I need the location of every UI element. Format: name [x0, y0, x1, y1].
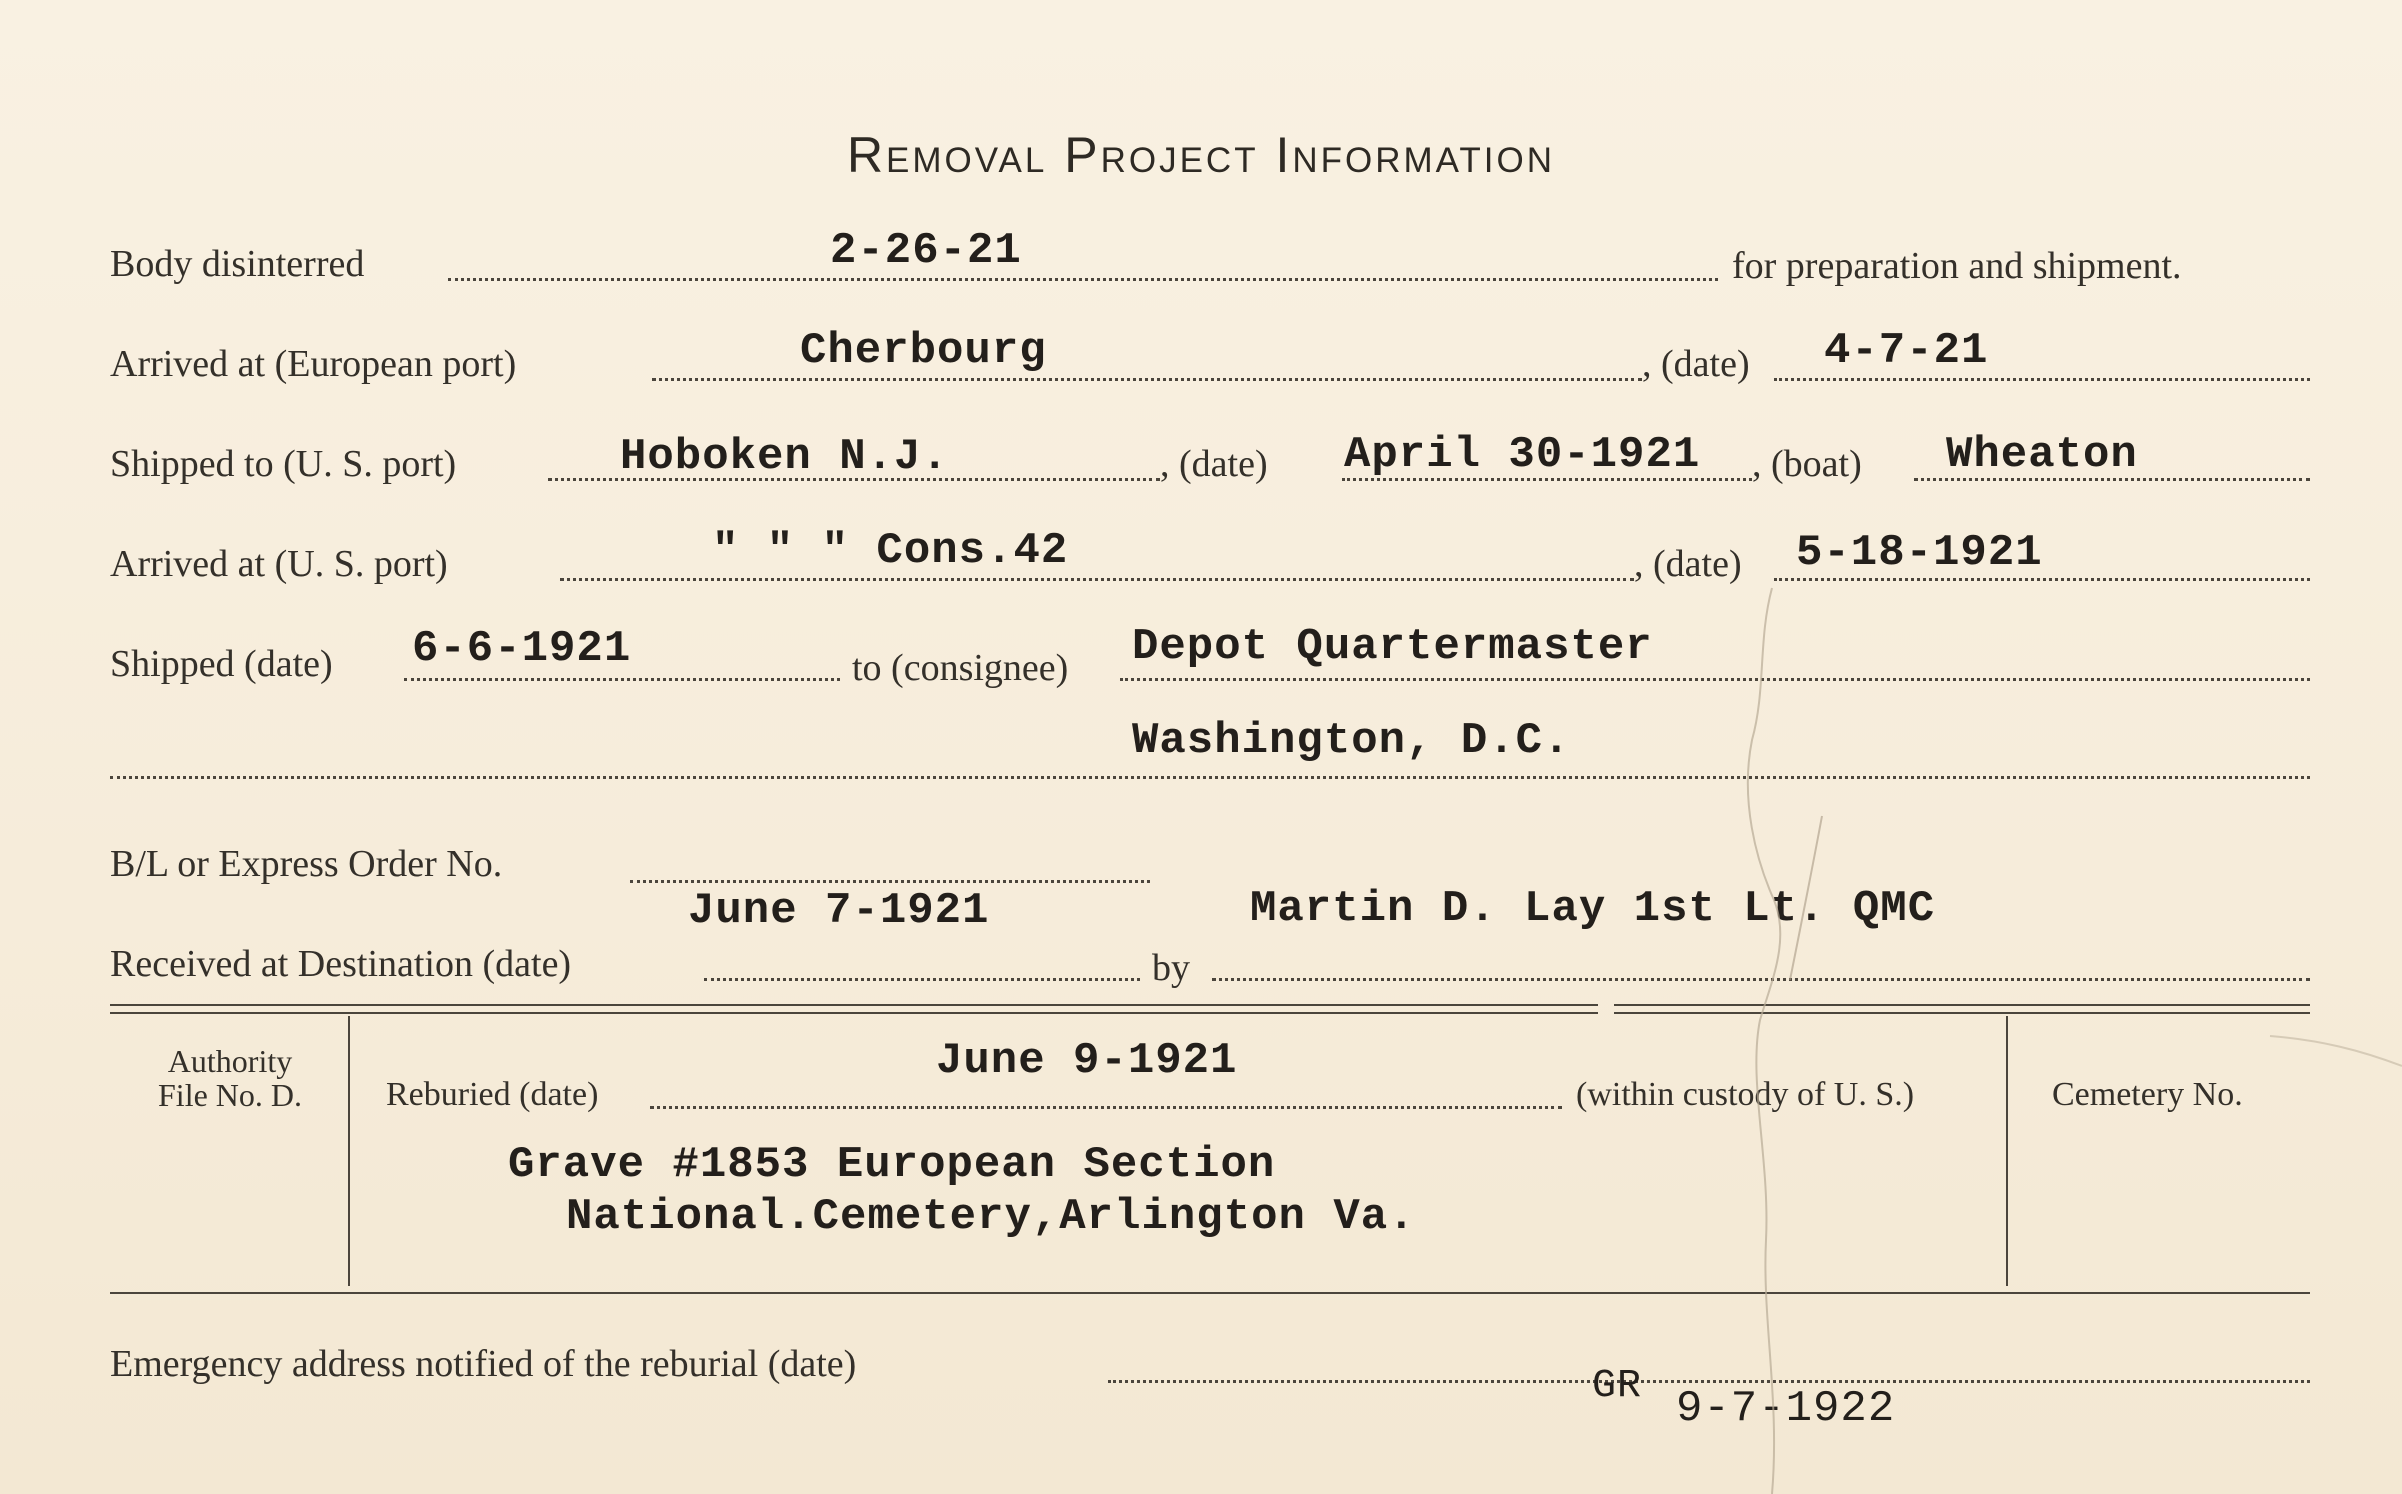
value-grave-line2: National.Cemetery,Arlington Va. — [566, 1192, 1416, 1242]
label-emergency: Emergency address notified of the reburial (date) — [110, 1343, 857, 1385]
value-reburied-date: June 9-1921 — [936, 1036, 1238, 1086]
box-bottom-line — [110, 1292, 2310, 1294]
line-european-date — [1774, 378, 2310, 381]
box-divider-left — [348, 1016, 350, 1286]
label-preparation: for preparation and shipment. — [1732, 245, 2182, 287]
line-consignee — [1120, 678, 2310, 681]
label-authority-line1: Authority — [167, 1043, 293, 1079]
line-received-date — [704, 978, 1140, 981]
value-european-date: 4-7-21 — [1824, 326, 1989, 376]
value-shipped-us-date: April 30-1921 — [1344, 430, 1701, 480]
label-within-custody: (within custody of U. S.) — [1576, 1076, 1915, 1113]
label-date: (date) — [1661, 343, 1750, 385]
label-arrived-european: Arrived at (European port) — [110, 343, 517, 385]
label-reburied: Reburied (date) — [386, 1076, 599, 1113]
line-emergency — [1108, 1380, 2310, 1383]
line-reburied — [650, 1106, 1562, 1109]
value-european-port: Cherbourg — [800, 326, 1047, 376]
value-consignee-line2: Washington, D.C. — [1132, 716, 1571, 766]
title-text: Removal Project Information — [846, 127, 1556, 183]
label-boat: , (boat) — [1752, 443, 1862, 485]
label-date: (date) — [1653, 543, 1742, 585]
value-emergency-date: 9-7-1922 — [1676, 1384, 1896, 1434]
value-consignee-line1: Depot Quartermaster — [1132, 622, 1653, 672]
line-received-by — [1212, 978, 2310, 981]
value-arrived-us-port: " " " Cons.42 — [712, 526, 1069, 576]
box-top-line-4 — [1614, 1012, 2310, 1014]
value-us-port: Hoboken N.J. — [620, 432, 949, 482]
line-arrived-us-date — [1774, 578, 2310, 581]
value-disinterred-date: 2-26-21 — [830, 226, 1022, 276]
label-date-european: , (date) — [1642, 343, 1750, 385]
box-divider-right — [2006, 1016, 2008, 1286]
value-arrived-us-date: 5-18-1921 — [1796, 528, 2043, 578]
value-received-by: Martin D. Lay 1st Lt. QMC — [1250, 884, 1936, 934]
label-date-arrived-us: , (date) — [1634, 543, 1742, 585]
label-by: by — [1152, 947, 1190, 989]
label-authority — [120, 1044, 340, 1112]
value-boat: Wheaton — [1946, 430, 2138, 480]
line-arrived-us — [560, 578, 1634, 581]
label-arrived-us: Arrived at (U. S. port) — [110, 543, 448, 585]
line-disinterred — [448, 278, 1718, 281]
label-date: (date) — [1179, 443, 1268, 485]
value-shipped-date: 6-6-1921 — [412, 624, 632, 674]
label-shipped-date: Shipped (date) — [110, 643, 333, 685]
value-grave-line1: Grave #1853 European Section — [508, 1140, 1276, 1190]
label-authority-line2: File No. D. — [158, 1077, 302, 1113]
value-received-date: June 7-1921 — [688, 886, 990, 936]
label-shipped-to-us: Shipped to (U. S. port) — [110, 443, 457, 485]
label-boat-text: (boat) — [1771, 443, 1862, 485]
line-shipped-date — [404, 678, 840, 681]
label-bl-order: B/L or Express Order No. — [110, 843, 503, 885]
label-received-destination: Received at Destination (date) — [110, 943, 572, 985]
label-consignee: to (consignee) — [852, 647, 1069, 689]
label-cemetery-no: Cemetery No. — [2052, 1076, 2243, 1113]
line-european-port — [652, 378, 1642, 381]
line-bl-order — [630, 880, 1150, 883]
box-top-line-2 — [110, 1012, 1598, 1014]
value-emergency-mark: GR — [1592, 1364, 1643, 1409]
card-title — [0, 126, 2402, 184]
label-body-disinterred: Body disinterred — [110, 243, 365, 285]
line-consignee-2 — [110, 776, 2310, 779]
box-top-line-3 — [1614, 1004, 2310, 1006]
label-date-shipped-us: , (date) — [1160, 443, 1268, 485]
box-top-line-1 — [110, 1004, 1598, 1006]
